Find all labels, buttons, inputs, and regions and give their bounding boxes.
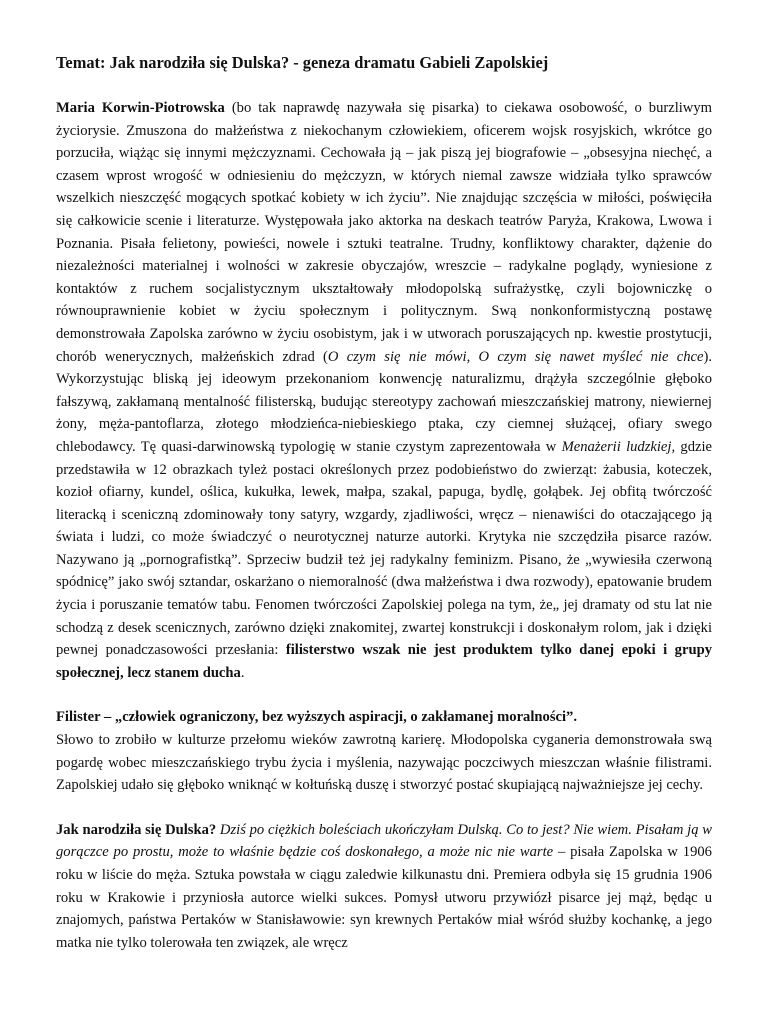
paragraph-genesis — [56, 819, 712, 955]
key-message: filisterstwo wszak nie jest produktem tylko danej epoki i grupy społecznej, lecz stanem ducha — [56, 642, 712, 681]
document-title: Temat: Jak narodziła się Dulska? - geneza dramatu Gabieli Zapolskiej — [56, 53, 549, 72]
work-title: Menażerii ludzkiej — [561, 438, 672, 455]
text-run: , gdzie przedstawiła w 12 obrazkach tyleż postaci określonych przez podobieństwo do zwierząt: żabusia, koteczek, kozioł ofiarny, kundel, oślica, kukułka, lewek, małpa, szakal, papuga, bydlę, gołąbek. Jej obfitą twórczość literacką i sceniczną zdominowały tony satyry, wzgardy, zjadliwości, wręcz – nienawiści do otaczającego ją świata i ludzi, co może świadczyć o neurotycznej naturze autorki. Krytyka nie szczędziła pisarce razów. Nazywano ją „pornografistką”. Sprzeciw budził też jej radykalny feminizm. Pisano, że „wywiesiła czerwoną spódnicę” jako swój sztandar, oskarżano o niemoralność (dwa małżeństwa i dwa rozwody), epatowanie brudem życia i poruszanie tematów tabu. Fenomen twórczości Zapolskiej polega na tym, że„ jej dramaty od stu lat nie schodzą z desek scenicznych, zarówno dzięki znakomitej, zwartej konstrukcji i doskonałym rolom, jak i dzięki pewnej ponadczasowości przesłania: — [56, 438, 713, 659]
text-run: Słowo to zrobiło w kulturze przełomu wieków zawrotną karierę. Młodopolska cyganeria demonstrowała swą pogardę wobec mieszczańskiego trybu życia i myślenia, nazywając poczciwych mieszczan właśnie filistrami. Zapolskiej udało się głęboko wniknąć w kołtuńską duszę i stworzyć postać skupiającą najważniejsze jej cechy. — [56, 732, 712, 794]
text-run: . — [240, 664, 245, 681]
text-run: (bo tak naprawdę nazywała się pisarka) to ciekawa osobowość, o burzliwym życiorysie. Zmuszona do małżeństwa z niekochanym człowiekiem, oficerem wojsk rosyjskich, wkrótce go porzuciła, wiążąc się innymi mężczyznami. Cechowała ją – jak piszą jej biografowie – „obsesyjna niechęć, a czasem wprost wrogość w odniesieniu do mężczyzn, w których niemal zawsze widziała tylko sprawców wszelkich nieszczęść mogących spotkać kobiety w ich życiu”. Nie znajdując szczęścia w miłości, poświęciła się całkowicie scenie i literaturze. Występowała jako aktorka na deskach teatrów Paryża, Krakowa, Lwowa i Poznania. Pisała felietony, powieści, nowele i sztuki teatralne. Trudny, konfliktowy charakter, dążenie do niezależności materialnej i wolności w zakresie obyczajów, wreszcie – radykalne poglądy, wyniesione z kontaktów z ruchem socjalistycznym ukształtowały młodopolską sufrażystkę, czyli bojowniczkę o równouprawnienie kobiet w życiu społecznym i politycznym. Swą nonkonformistyczną postawę demonstrowała Zapolska zarówno w życiu osobistym, jak i w utworach poruszających np. kwestie prostytucji, chorób wenerycznych, małżeńskich zdrad ( — [56, 100, 712, 365]
paragraph-biography — [56, 97, 712, 684]
text-run: – pisała Zapolska w 1906 roku w liście do męża. Sztuka powstała w ciągu zaledwie kilkunastu dni. Premiera odbyła się 15 grudnia 1906 roku w Krakowie i przyniosła autorce wielki sukces. Pomysł utworu przywiózł pisarce jej mąż, będąc u znajomych, państwa Pertaków w Stanisławowie: syn krewnych Pertaków miał wśród służby kochankę, a jego matka nie tylko tolerowała ten związek, ale wręcz — [56, 844, 712, 951]
paragraph-filister — [56, 706, 712, 796]
section-heading: Jak narodziła się Dulska? — [56, 821, 217, 838]
text-run: ). Wykorzystując bliską jej ideowym przekonaniom konwencję naturalizmu, drążyła szczególnie głęboko fałszywą, zakłamaną mentalność filisterską, budując stereotypy zachowań mieszczańskiej matrony, niewiernej żony, męża-pantoflarza, złotego młodzieńca-niebieskiego ptaka, czy ciemnej służącej, ofiary swego chlebodawcy. Tę quasi-darwinowską typologię w stanie czystym zaprezentowała w — [56, 348, 713, 455]
filister-definition: Filister – „człowiek ograniczony, bez wyższych aspiracji, o zakłamanej moralności”. — [56, 709, 577, 726]
letter-quote: Dziś po ciężkich boleściach ukończyłam Dulską. Co to jest? Nie wiem. Pisałam ją w gorączce po prostu, może to właśnie będzie coś doskonałego, a może nic nie warte — [56, 821, 713, 861]
text-run: , — [466, 348, 479, 365]
work-title: O czym się nawet myśleć nie chce — [478, 348, 704, 365]
author-name: Maria Korwin-Piotrowska — [56, 100, 225, 116]
work-title: O czym się nie mówi — [327, 348, 467, 365]
